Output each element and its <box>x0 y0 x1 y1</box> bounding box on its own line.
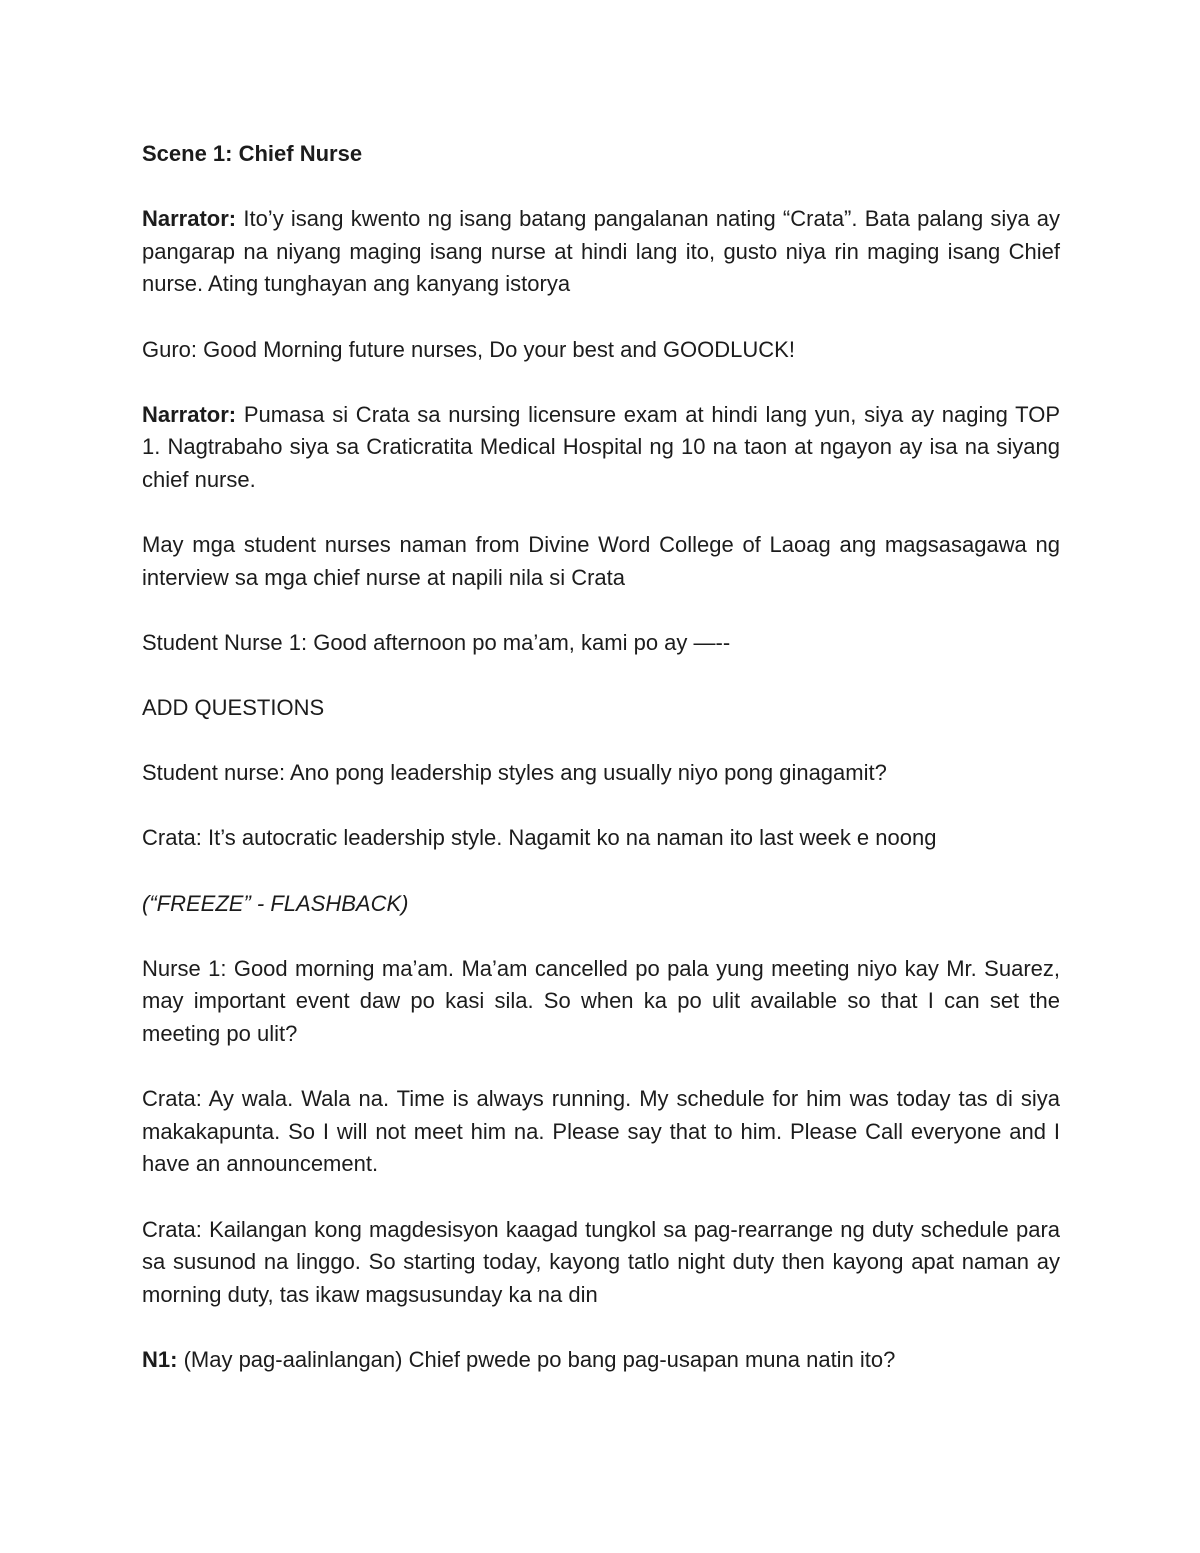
narrator-paragraph-2 <box>142 399 1060 497</box>
document-body <box>142 138 1060 1409</box>
crata-answer: Crata: It’s autocratic leadership style. Nagamit ko na naman ito last week e noong <box>142 825 937 851</box>
speaker-label: N1: <box>142 1346 178 1372</box>
narrator-paragraph-1 <box>142 203 1060 301</box>
narration-paragraph: May mga student nurses naman from Divine Word College of Laoag ang magsasagawa ng interview sa mga chief nurse at napili nila si Crata <box>142 532 1060 590</box>
speaker-label: Narrator: <box>142 401 237 427</box>
crata-line-2: Crata: Kailangan kong magdesisyon kaagad tungkol sa pag-rearrange ng duty schedule para sa susunod na linggo. So starting today, kayong tatlo night duty then kayong apat naman ay morning duty, tas ikaw magsusunday ka na din <box>142 1216 1060 1307</box>
add-questions-note: ADD QUESTIONS <box>142 695 325 721</box>
teacher-line: Guro: Good Morning future nurses, Do your best and GOODLUCK! <box>142 336 795 362</box>
flashback-direction: (“FREEZE” - FLASHBACK) <box>142 890 409 916</box>
nurse-1-line: Nurse 1: Good morning ma’am. Ma’am cancelled po pala yung meeting niyo kay Mr. Suarez, may important event daw po kasi sila. So when ka po ulit available so that I can set the meeting po ulit? <box>142 955 1060 1047</box>
dialogue-text: Ito’y isang kwento ng isang batang pangalanan nating “Crata”. Bata palang siya ay pangarap na niyang maging isang nurse at hindi lang ito, gusto niya rin maging isang Chief nurse. Ating tunghayan ang kanyang istorya <box>142 206 1060 297</box>
speaker-label: Narrator: <box>142 206 237 232</box>
scene-title: Scene 1: Chief Nurse <box>142 141 363 166</box>
student-nurse-question: Student nurse: Ano pong leadership styles ang usually niyo pong ginagamit? <box>142 760 887 786</box>
student-nurse-1-line: Student Nurse 1: Good afternoon po ma’am, kami po ay —-- <box>142 629 731 655</box>
crata-line-1: Crata: Ay wala. Wala na. Time is always running. My schedule for him was today tas di siya makakapunta. So I will not meet him na. Please say that to him. Please Call everyone and I have an announcement. <box>142 1086 1060 1177</box>
dialogue-text: (May pag-aalinlangan) Chief pwede po bang pag-usapan muna natin ito? <box>177 1346 896 1372</box>
n1-line <box>142 1344 1060 1377</box>
dialogue-text: Pumasa si Crata sa nursing licensure exam at hindi lang yun, siya ay naging TOP 1. Nagtrabaho siya sa Craticratita Medical Hospital ng 10 na taon at ngayon ay isa na siyang chief nurse. <box>142 401 1060 492</box>
